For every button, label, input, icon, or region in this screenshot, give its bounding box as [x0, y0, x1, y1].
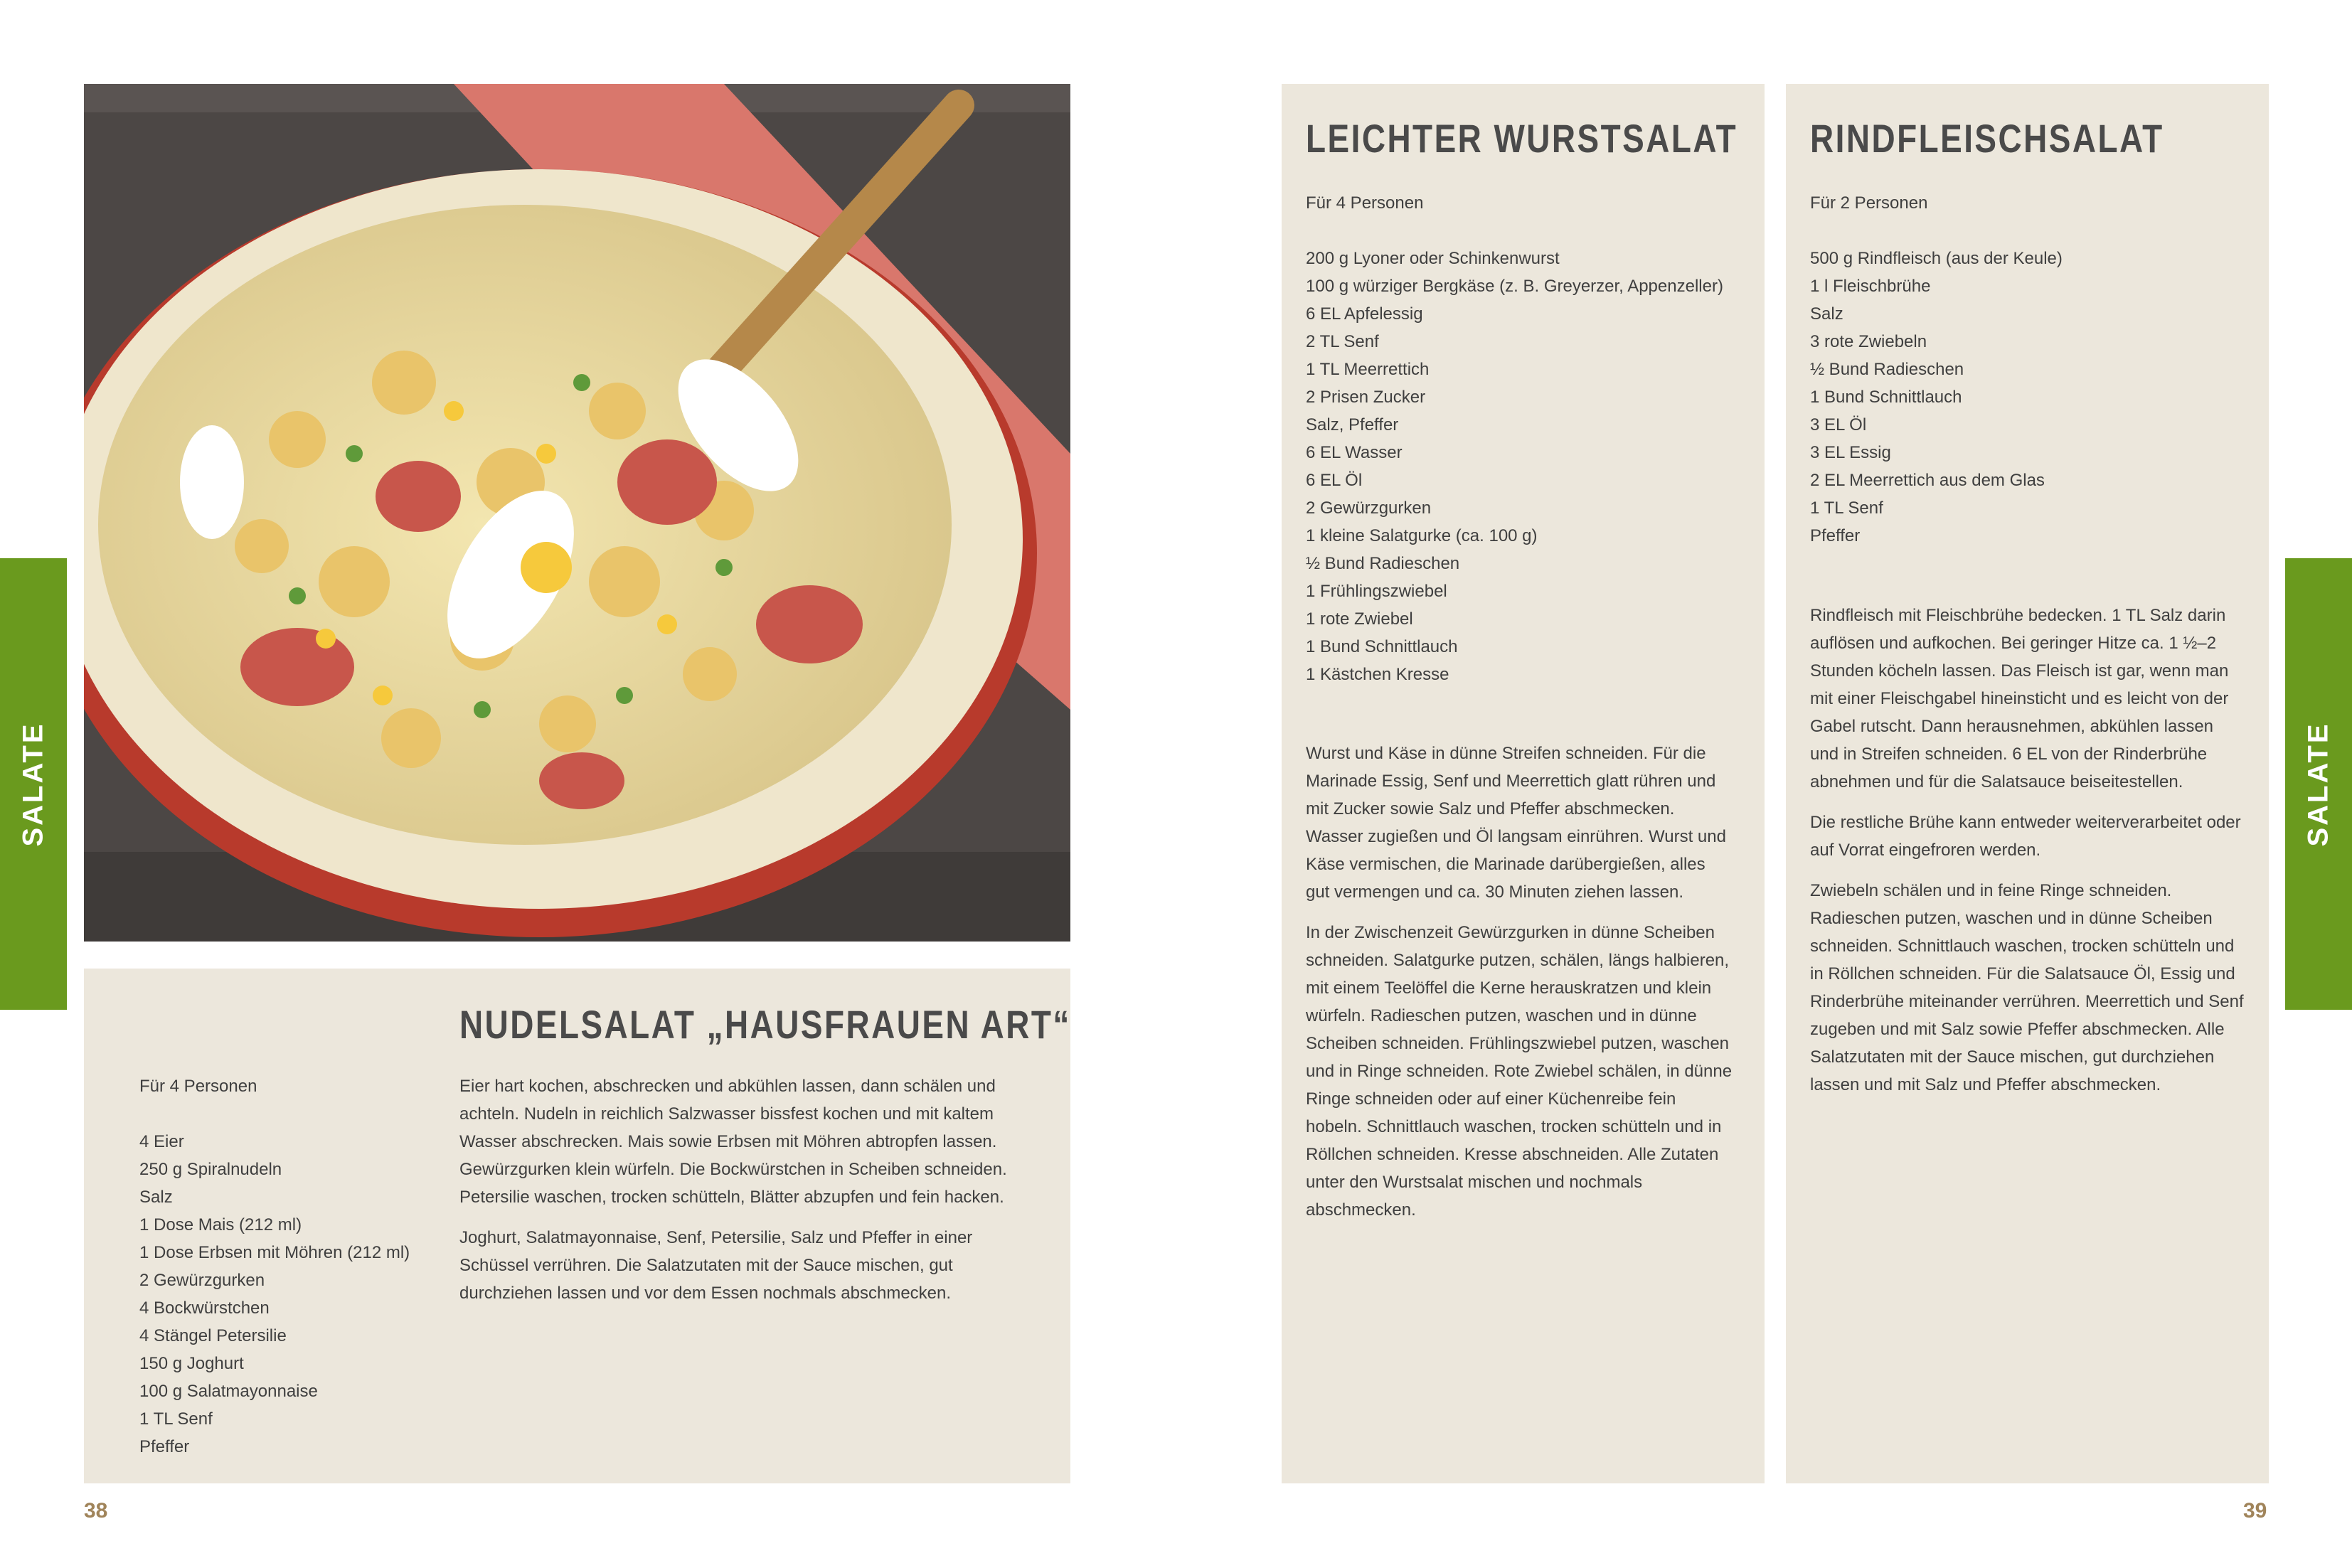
instruction-paragraph: Wurst und Käse in dünne Streifen schneiden. Für die Marinade Essig, Senf und Meerrettich glatt rühren und mit Zucker sowie Salz und Pfeffer abschmecken. Wasser zugießen und Öl langsam einrühren. Wurst und Käse vermischen, die Marinade darübergießen, alles gut vermengen und ca. 30 Minuten ziehen lassen.	[1306, 744, 1726, 902]
ingredient: 4 Eier	[139, 1132, 184, 1151]
ingredient: 2 TL Senf	[1306, 332, 1379, 351]
ingredient: 1 Bund Schnittlauch	[1810, 388, 1962, 407]
ingredient: Pfeffer	[139, 1437, 190, 1456]
ingredient: 3 rote Zwiebeln	[1810, 332, 1927, 351]
ingredient: 500 g Rindfleisch (aus der Keule)	[1810, 249, 2063, 268]
ingredient: 150 g Joghurt	[139, 1354, 244, 1373]
ingredient: 1 Bund Schnittlauch	[1306, 637, 1458, 656]
servings: Für 4 Personen	[139, 1077, 257, 1096]
page-number-right: 39	[2243, 1499, 2267, 1522]
recipe-wurstsalat	[1282, 84, 1765, 1483]
ingredient: 100 g Salatmayonnaise	[139, 1382, 318, 1401]
ingredient: 1 rote Zwiebel	[1306, 609, 1413, 629]
ingredient: 200 g Lyoner oder Schinkenwurst	[1306, 249, 1560, 268]
ingredient: 2 Prisen Zucker	[1306, 388, 1426, 407]
ingredient: 1 TL Senf	[1810, 498, 1883, 518]
ingredient: 3 EL Öl	[1810, 415, 1867, 434]
ingredient: Salz	[139, 1188, 173, 1207]
ingredient: ½ Bund Radieschen	[1810, 360, 1964, 379]
ingredient-list	[1306, 245, 1723, 688]
ingredient: 2 Gewürzgurken	[1306, 498, 1432, 518]
ingredient: 1 Dose Erbsen mit Möhren (212 ml)	[139, 1243, 410, 1262]
ingredient: Pfeffer	[1810, 526, 1861, 545]
ingredient: 3 EL Essig	[1810, 443, 1891, 462]
pasta-salad-illustration	[84, 84, 1070, 942]
section-tab-right	[2285, 558, 2352, 1010]
ingredient: 250 g Spiralnudeln	[139, 1160, 282, 1179]
instructions	[1810, 602, 2244, 1111]
instruction-paragraph: In der Zwischenzeit Gewürzgurken in dünne Scheiben schneiden. Salatgurke putzen, schälen, längs halbieren, mit einem Teelöffel die Kerne herauskratzen und klein würfeln. Radieschen putzen, waschen und in dünne Scheiben schneiden. Frühlingszwiebel putzen, waschen und in Ringe schneiden. Rote Zwiebel schälen, in dünne Ringe schneiden oder auf einer Küchenreibe fein hobeln. Schnittlauch waschen, trocken schütteln und in Röllchen schneiden. Kresse abschneiden. Alle Zutaten unter den Wurstsalat mischen und nochmals abschmecken.	[1306, 923, 1733, 1220]
ingredient: 1 Frühlingszwiebel	[1306, 582, 1447, 601]
instruction-paragraph: Joghurt, Salatmayonnaise, Senf, Petersilie, Salz und Pfeffer in einer Schüssel verrühren. Die Salatzutaten mit der Sauce mischen, gut durchziehen lassen und vor dem Essen nochmals abschmecken.	[459, 1228, 973, 1303]
recipe-title: LEICHTER WURSTSALAT	[1306, 116, 1738, 161]
ingredient: 6 EL Wasser	[1306, 443, 1403, 462]
ingredient: 6 EL Öl	[1306, 471, 1363, 490]
ingredient: Salz, Pfeffer	[1306, 415, 1399, 434]
ingredient: 1 TL Meerrettich	[1306, 360, 1430, 379]
recipe-rindfleischsalat	[1786, 84, 2269, 1483]
ingredient: 2 Gewürzgurken	[139, 1271, 265, 1290]
instruction-paragraph: Eier hart kochen, abschrecken und abkühlen lassen, dann schälen und achteln. Nudeln in reichlich Salzwasser bissfest kochen und mit kaltem Wasser abschrecken. Mais sowie Erbsen mit Möhren abtropfen lassen. Gewürzgurken klein würfeln. Die Bockwürstchen in Scheiben schneiden. Petersilie waschen, trocken schütteln, Blätter abzupfen und fein hacken.	[459, 1077, 1007, 1207]
instructions	[459, 1072, 1028, 1320]
instruction-paragraph: Rindfleisch mit Fleischbrühe bedecken. 1 TL Salz darin auflösen und aufkochen. Bei geringer Hitze ca. 1 ½–2 Stunden köcheln lassen. Das Fleisch ist gar, wenn man mit einer Fleischgabel hineinsticht und es leicht von der Gabel rutscht. Dann herausnehmen, abkühlen lassen und in Streifen schneiden. 6 EL von der Rinderbrühe abnehmen und für die Salatsauce beiseitestellen.	[1810, 606, 2229, 791]
recipe-nudelsalat	[84, 969, 1070, 1483]
ingredient: Salz	[1810, 304, 1843, 324]
servings: Für 4 Personen	[1306, 193, 1424, 213]
ingredient: 6 EL Apfelessig	[1306, 304, 1423, 324]
recipe-title: NUDELSALAT „HAUSFRAUEN ART“	[459, 1002, 1071, 1047]
ingredient: 1 l Fleischbrühe	[1810, 277, 1931, 296]
ingredient: 4 Stängel Petersilie	[139, 1326, 287, 1345]
ingredient: 100 g würziger Bergkäse (z. B. Greyerzer, Appenzeller)	[1306, 277, 1723, 296]
ingredient: ½ Bund Radieschen	[1306, 554, 1460, 573]
ingredient: 1 kleine Salatgurke (ca. 100 g)	[1306, 526, 1538, 545]
ingredient-list	[1810, 245, 2063, 550]
ingredient: 2 EL Meerrettich aus dem Glas	[1810, 471, 2045, 490]
pasta-salad-photo	[84, 84, 1070, 942]
servings: Für 2 Personen	[1810, 193, 1928, 213]
ingredient: 4 Bockwürstchen	[139, 1298, 270, 1318]
ingredient: 1 TL Senf	[139, 1409, 213, 1429]
section-tab-label: SALATE	[17, 721, 49, 847]
page-number-left: 38	[84, 1499, 108, 1522]
section-tab-label: SALATE	[2302, 721, 2334, 847]
instruction-paragraph: Zwiebeln schälen und in feine Ringe schneiden. Radieschen putzen, waschen und in dünne Scheiben schneiden. Schnittlauch waschen, trocken schütteln und in Röllchen schneiden. Für die Salatsauce Öl, Essig und Rinderbrühe miteinander verrühren. Meerrettich und Senf zugeben und mit Salz sowie Pfeffer abschmecken. Alle Salatzutaten mit der Sauce mischen, gut durchziehen lassen und mit Salz und Pfeffer abschmecken.	[1810, 881, 2244, 1094]
instruction-paragraph: Die restliche Brühe kann entweder weiterverarbeitet oder auf Vorrat eingefroren werden.	[1810, 813, 2241, 860]
recipe-title: RINDFLEISCHSALAT	[1810, 116, 2164, 161]
instructions	[1306, 740, 1733, 1237]
ingredient: 1 Kästchen Kresse	[1306, 665, 1449, 684]
ingredient: 1 Dose Mais (212 ml)	[139, 1215, 302, 1234]
ingredient-list	[139, 1128, 410, 1461]
section-tab-left	[0, 558, 67, 1010]
